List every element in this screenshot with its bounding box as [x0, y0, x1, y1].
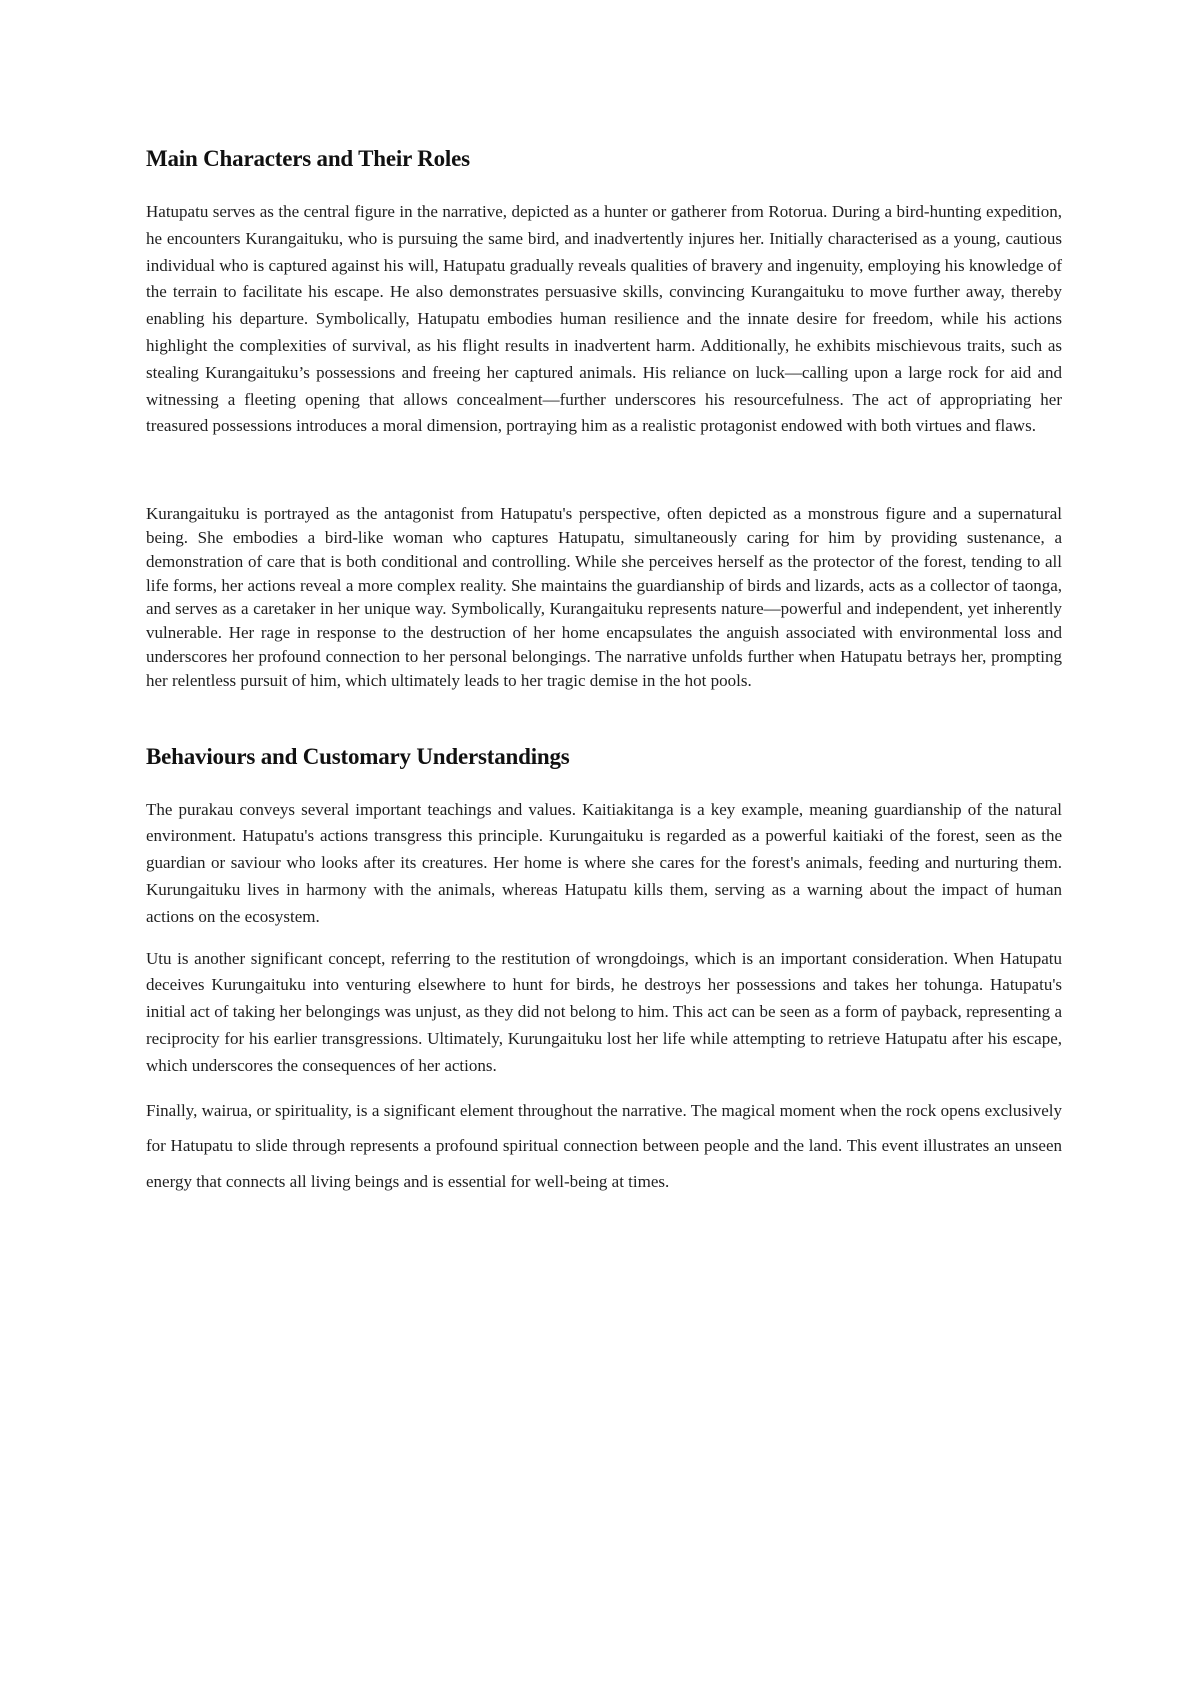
paragraph-hatupatu: Hatupatu serves as the central figure in the narrative, depicted as a hunter or gatherer from Rotorua. During a bird-hunting expedition, he encounters Kurangaituku, who is pursuing the same bird, and inadvertently injures her. Initially characterised as a young, cautious individual who is captured against his will, Hatupatu gradually reveals qualities of bravery and ingenuity, employing his knowledge of the terrain to facilitate his escape. He also demonstrates persuasive skills, convincing Kurangaituku to move further away, thereby enabling his departure. Symbolically, Hatupatu embodies human resilience and the innate desire for freedom, while his actions highlight the complexities of survival, as his flight results in inadvertent harm. Additionally, he exhibits mischievous traits, such as stealing Kurangaituku’s possessions and freeing her captured animals. His reliance on luck—calling upon a large rock for aid and witnessing a fleeting opening that allows concealment—further underscores his resourcefulness. The act of appropriating her treasured possessions introduces a moral dimension, portraying him as a realistic protagonist endowed with both virtues and flaws.	[146, 202, 1062, 436]
document-page	[146, 146, 1062, 1200]
paragraph-kurangaituku: Kurangaituku is portrayed as the antagonist from Hatupatu's perspective, often depicted as a monstrous figure and a supernatural being. She embodies a bird-like woman who captures Hatupatu, simultaneously caring for him by providing sustenance, a demonstration of care that is both conditional and controlling. While she perceives herself as the protector of the forest, tending to all life forms, her actions reveal a more complex reality. She maintains the guardianship of birds and lizards, acts as a collector of taonga, and serves as a caretaker in her unique way. Symbolically, Kurangaituku represents nature—powerful and independent, yet inherently vulnerable. Her rage in response to the destruction of her home encapsulates the anguish associated with environmental loss and underscores her profound connection to her personal belongings. The narrative unfolds further when Hatupatu betrays her, prompting her relentless pursuit of him, which ultimately leads to her tragic demise in the hot pools.	[146, 504, 1062, 690]
paragraph-kaitiakitanga: The purakau conveys several important teachings and values. Kaitiakitanga is a key example, meaning guardianship of the natural environment. Hatupatu's actions transgress this principle. Kurungaituku is regarded as a powerful kaitiaki of the forest, seen as the guardian or saviour who looks after its creatures. Her home is where she cares for the forest's animals, feeding and nurturing them. Kurungaituku lives in harmony with the animals, whereas Hatupatu kills them, serving as a warning about the impact of human actions on the ecosystem.	[146, 799, 1062, 926]
paragraph-utu: Utu is another significant concept, referring to the restitution of wrongdoings, which is an important consideration. When Hatupatu deceives Kurungaituku into venturing elsewhere to hunt for birds, he destroys her possessions and takes her tohunga. Hatupatu's initial act of taking her belongings was unjust, as they did not belong to him. This act can be seen as a form of payback, representing a reciprocity for his earlier transgressions. Ultimately, Kurungaituku lost her life while attempting to retrieve Hatupatu after his escape, which underscores the consequences of her actions.	[146, 948, 1062, 1075]
heading-behaviours: Behaviours and Customary Understandings	[146, 743, 570, 769]
heading-main-characters: Main Characters and Their Roles	[146, 146, 470, 171]
paragraph-wairua: Finally, wairua, or spirituality, is a significant element throughout the narrative. The magical moment when the rock opens exclusively for Hatupatu to slide through represents a profound spiritual connection between people and the land. This event illustrates an unseen energy that connects all living beings and is essential for well-being at times.	[146, 1100, 1062, 1192]
